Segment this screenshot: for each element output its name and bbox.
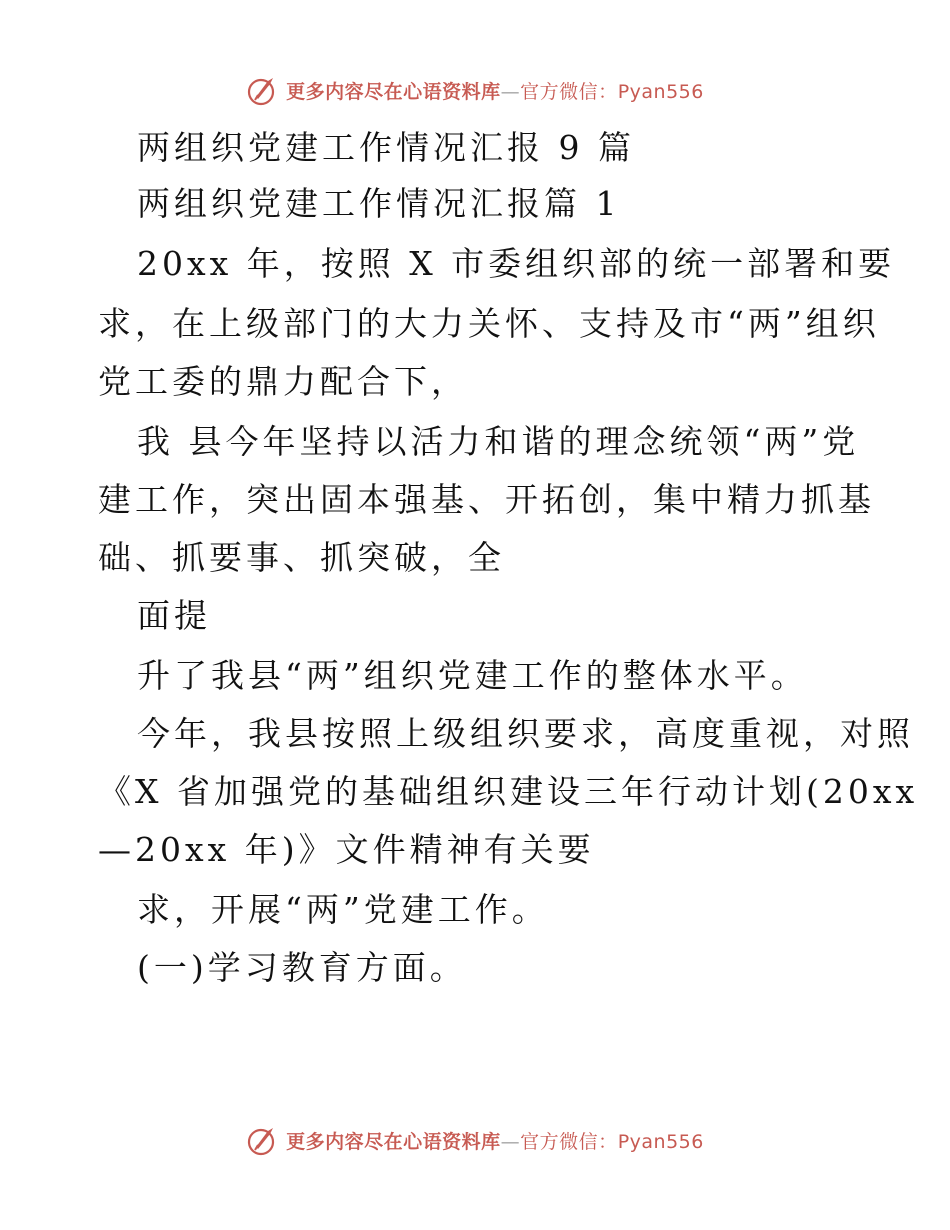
paragraph-line: —20xx 年)》文件精神有关要	[98, 830, 595, 869]
paragraph-line: 求，在上级部门的大力关怀、支持及市“两”组织	[98, 304, 880, 343]
paragraph-line: 20xx 年，按照 X 市委组织部的统一部署和要	[137, 244, 896, 283]
subsection-heading: (一)学习教育方面。	[137, 948, 467, 987]
banner-separator: —	[500, 80, 521, 103]
banner-text	[286, 77, 704, 104]
banner-main-text: 更多内容尽在心语资料库	[286, 1130, 501, 1153]
paragraph-line: 今年，我县按照上级组织要求，高度重视，对照	[137, 714, 914, 753]
header-banner	[0, 70, 950, 110]
banner-text	[286, 1127, 704, 1154]
banner-separator: —	[500, 1130, 521, 1153]
paragraph-line: 础、抓要事、抓突破，全	[98, 538, 505, 577]
banner-wechat-account: Pyan556	[617, 1130, 704, 1153]
paragraph-line: 我 县今年坚持以活力和谐的理念统领“两”党	[137, 422, 860, 461]
banner-main-text: 更多内容尽在心语资料库	[286, 80, 501, 103]
banner-wechat-label: 官方微信：	[520, 80, 618, 103]
quill-pen-seal-icon	[246, 1123, 280, 1157]
paragraph-line: 求，开展“两”党建工作。	[137, 890, 549, 929]
paragraph-line: 《X 省加强党的基础组织建设三年行动计划(20xx	[98, 772, 919, 811]
banner-wechat-account: Pyan556	[617, 80, 704, 103]
banner-wechat-label: 官方微信：	[520, 1130, 618, 1153]
paragraph-line: 党工委的鼎力配合下，	[98, 362, 468, 401]
paragraph-line: 面提	[137, 596, 211, 635]
paragraph-line: 升了我县“两”组织党建工作的整体水平。	[137, 656, 808, 695]
document-title: 两组织党建工作情况汇报 9 篇	[137, 128, 635, 167]
footer-banner	[0, 1120, 950, 1160]
paragraph-line: 建工作，突出固本强基、开拓创，集中精力抓基	[98, 480, 875, 519]
quill-pen-seal-icon	[246, 73, 280, 107]
section-heading: 两组织党建工作情况汇报篇 1	[137, 184, 621, 223]
